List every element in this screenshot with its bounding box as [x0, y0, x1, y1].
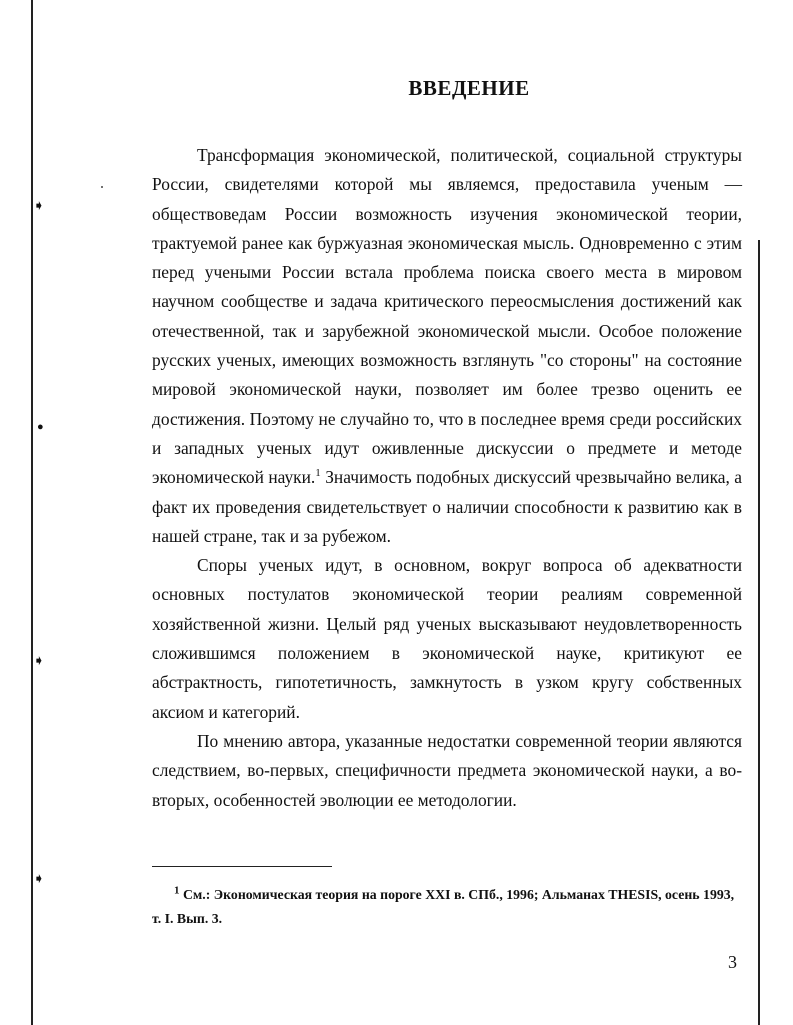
body-text — [152, 141, 742, 815]
binding-arrow-icon: ➧ — [33, 654, 45, 669]
paragraph-text: Трансформация экономической, политической, социальной структуры России, свидетелями которой мы являемся, предоставила ученым — обществоведам России возможность изучения экономической теории, трактуемой ранее как буржуазная экономическая мысль. Одновременно с этим перед учеными России встала проблема поиска своего места в мировом научном сообществе и задача критического переосмысления достижений как отечественной, так и зарубежной экономической мысли. Особое положение русских ученых, имеющих возможность взглянуть "со стороны" на состояние мировой экономической науки, позволяет им более трезво оценить ее достижения. Поэтому не случайно то, что в последнее время среди российских и западных ученых идут оживленные дискуссии о предмете и методе экономической науки. — [152, 145, 742, 488]
binding-arrow-icon: ➧ — [33, 872, 45, 887]
footnote-divider — [152, 866, 332, 867]
page-number: 3 — [728, 952, 737, 972]
scan-speck — [101, 186, 103, 188]
footnote-text: См.: Экономическая теория на пороге XXI в. СПб., 1996; Альманах THESIS, осень 1993, т. I. Вып. 3. — [152, 887, 735, 926]
binding-hole-icon: ● — [37, 421, 44, 433]
scan-right-edge — [758, 240, 760, 1025]
footnote — [152, 883, 742, 931]
binding-arrow-icon: ➧ — [33, 199, 45, 214]
footnote-reference[interactable]: 1 — [315, 467, 321, 480]
paragraph: По мнению автора, указанные недостатки современной теории являются следствием, во-первых, специфичности предмета экономической науки, а во-вторых, особенностей эволюции ее методологии. — [152, 730, 742, 810]
paragraph: Споры ученых идут, в основном, вокруг вопроса об адекватности основных постулатов экономической теории реалиям современной хозяйственной жизни. Целый ряд ученых высказывают неудовлетворенность сложившимся положением в экономической науке, критикуют ее абстрактность, гипотетичность, замкнутость в узком кругу собственных аксиом и категорий. — [152, 555, 742, 722]
footnote-mark: 1 — [174, 884, 180, 897]
paragraph — [152, 141, 742, 551]
page-title: ВВЕДЕНИЕ — [408, 76, 530, 100]
paragraph-text: Значимость подобных дискуссий чрезвычайно велика, а факт их проведения свидетельствует о наличии способности к развитию как в нашей стране, так и за рубежом. — [152, 467, 742, 546]
